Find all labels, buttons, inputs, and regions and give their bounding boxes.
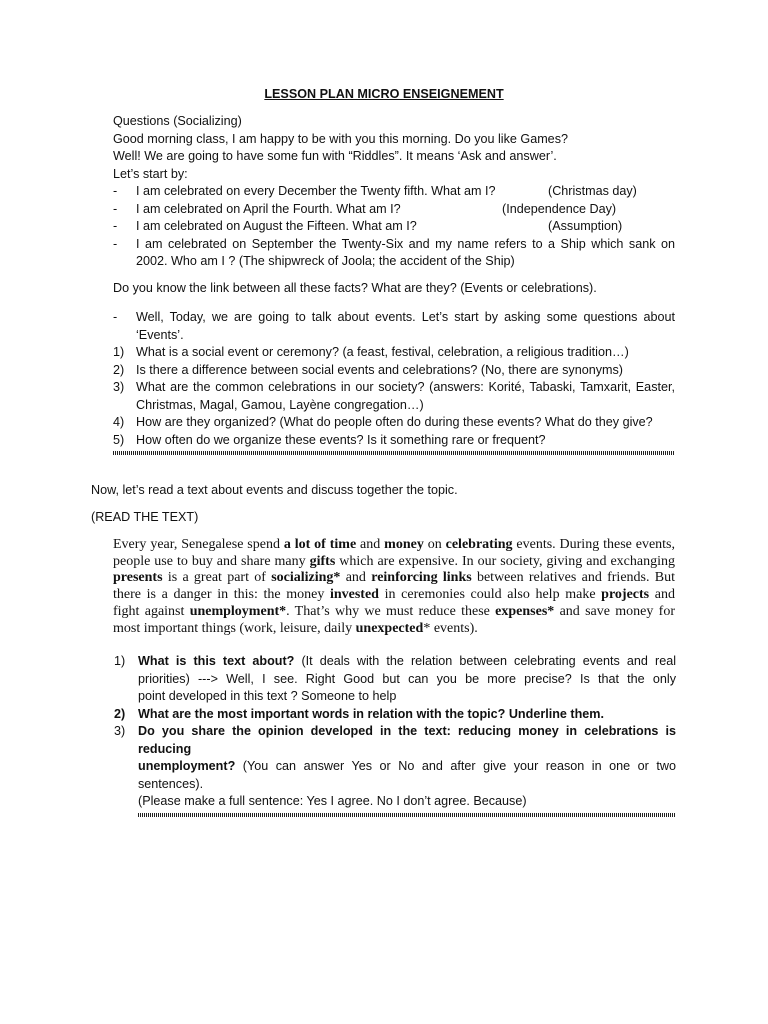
list-number: 1) <box>114 654 126 668</box>
list-number: 1) <box>113 345 125 359</box>
question-text: priorities) ---> Well, I see. Right Good but can you be more precise? Is that the only <box>138 671 676 686</box>
list-dash: - <box>113 201 118 216</box>
key-word: celebrating <box>445 537 513 552</box>
riddle-item <box>113 218 675 236</box>
question-line <box>138 688 676 706</box>
reading-line <box>113 537 675 554</box>
text-run: in ceremonies could also help make <box>378 587 602 603</box>
question-text: (It deals with the relation between celebrating events and real <box>294 654 676 668</box>
intro-heading: Questions (Socializing) <box>113 114 242 128</box>
text-run: . That’s why we must reduce these <box>286 603 496 619</box>
text-run: and <box>649 587 675 603</box>
key-word: unexpected <box>355 620 424 636</box>
list-item <box>114 653 676 706</box>
event-question: Is there a difference between social events and celebrations? (No, there are synonyms) <box>136 362 623 377</box>
question-bold-text: Do you share the opinion developed in the text: reducing money in celebrations is reducing <box>138 724 676 756</box>
text-run: events. During these events, <box>512 537 676 552</box>
text-run: and <box>356 537 385 552</box>
question-line <box>138 758 676 776</box>
text-run: people use to buy and share many <box>113 553 310 569</box>
intro-start: Let’s start by: <box>113 166 188 181</box>
events-lead-line: Well, Today, we are going to talk about events. Let’s start by asking some questions about <box>136 310 675 324</box>
riddle-question: I am celebrated on April the Fourth. What am I? <box>136 201 401 216</box>
key-word: gifts <box>309 553 336 569</box>
question-line <box>138 793 676 811</box>
text-run: * events). <box>423 620 478 636</box>
riddle-answer: (Independence Day) <box>502 201 617 216</box>
intro-greeting: Good morning class, I am happy to be with you this morning. Do you like Games? <box>113 131 568 146</box>
question-bold-text: What is this text about? <box>138 654 295 668</box>
question-line <box>138 671 676 689</box>
dotted-rule <box>138 813 676 817</box>
list-item <box>113 362 675 380</box>
question-text: point developed in this text ? Someone to help <box>138 689 397 703</box>
list-item <box>114 723 676 811</box>
list-item <box>113 344 675 362</box>
list-number: 3) <box>114 724 126 738</box>
key-word: socializing* <box>271 570 341 586</box>
list-dash: - <box>113 310 118 324</box>
list-number: 3) <box>113 380 125 394</box>
question-bold-text: unemployment? <box>138 759 236 773</box>
riddle-question-continued: 2002. Who am I ? (The shipwreck of Joola; the accident of the Ship) <box>136 254 515 268</box>
reading-line <box>113 621 675 638</box>
event-question: How often do we organize these events? Is it something rare or frequent? <box>136 432 546 447</box>
text-run: and <box>340 570 372 586</box>
text-run: fight against <box>113 603 190 619</box>
reading-line <box>113 604 675 621</box>
question-bold-text: What are the most important words in relation with the topic? Underline them. <box>138 706 604 721</box>
text-run: and save money for <box>554 603 675 619</box>
list-dash: - <box>113 236 118 251</box>
text-run: there is a danger in this: the money <box>113 587 330 603</box>
events-section <box>113 309 675 455</box>
list-number: 2) <box>114 706 126 721</box>
link-question: Do you know the link between all these facts? What are they? (Events or celebrations). <box>113 280 597 295</box>
event-question-continued: Christmas, Magal, Gamou, Layène congregation…) <box>136 397 424 412</box>
key-word: unemployment* <box>189 603 287 619</box>
event-question: How are they organized? (What do people often do during these events? What do they give? <box>136 415 653 429</box>
question-line <box>138 723 676 758</box>
reading-line <box>113 587 675 604</box>
list-item <box>113 379 675 414</box>
comprehension-section <box>114 653 676 817</box>
events-lead <box>113 309 675 344</box>
list-number: 2) <box>113 362 125 377</box>
reading-instruction: (READ THE TEXT) <box>91 509 199 524</box>
event-question: What is a social event or ceremony? (a feast, festival, celebration, a religious tradition…) <box>136 345 629 359</box>
riddle-answer: (Assumption) <box>548 219 623 233</box>
event-question: What are the common celebrations in our society? (answers: Korité, Tabaski, Tamxarit, Easter, <box>136 380 675 394</box>
intro-section <box>113 113 675 297</box>
text-run: is a great part of <box>162 570 272 586</box>
reading-line <box>113 570 675 587</box>
question-text: (You can answer Yes or No and after give your reason in one or two <box>235 759 676 773</box>
riddle-item <box>113 236 675 271</box>
key-word: invested <box>329 587 379 603</box>
riddle-item <box>113 183 675 201</box>
question-text: (Please make a full sentence: Yes I agree. No I don’t agree. Because) <box>138 794 527 808</box>
reading-intro-text: Now, let’s read a text about events and discuss together the topic. <box>91 483 458 497</box>
riddle-item <box>113 201 675 219</box>
key-word: projects <box>601 587 650 603</box>
key-word: a lot of time <box>283 537 357 552</box>
list-number: 4) <box>113 415 125 429</box>
key-word: presents <box>113 570 163 586</box>
question-line <box>138 776 676 794</box>
riddle-question: I am celebrated on September the Twenty-Six and my name refers to a Ship which sank on <box>136 236 675 251</box>
riddle-question: I am celebrated on every December the Twenty fifth. What am I? <box>136 184 496 198</box>
list-item <box>114 706 676 724</box>
reading-intro <box>91 482 691 526</box>
intro-riddles: Well! We are going to have some fun with “Riddles”. It means ‘Ask and answer’. <box>113 149 557 163</box>
key-word: money <box>384 537 424 552</box>
riddle-answer: (Christmas day) <box>548 184 637 198</box>
question-line <box>138 706 676 724</box>
question-line <box>138 653 676 671</box>
text-run: between relatives and friends. But <box>471 570 675 586</box>
key-word: reinforcing links <box>371 570 472 586</box>
question-text: sentences). <box>138 776 204 791</box>
page-title: LESSON PLAN MICRO ENSEIGNEMENT <box>264 87 504 101</box>
dotted-rule <box>113 451 675 455</box>
list-item <box>113 432 675 450</box>
reading-text <box>113 537 675 637</box>
text-run: Every year, Senegalese spend <box>113 537 284 552</box>
text-run: on <box>423 537 446 552</box>
list-dash: - <box>113 219 118 233</box>
text-run: which are expensive. In our society, giving and exchanging <box>335 553 675 569</box>
key-word: expenses* <box>495 603 555 619</box>
list-number: 5) <box>113 432 125 447</box>
list-dash: - <box>113 184 118 198</box>
events-lead-line: ‘Events’. <box>136 327 184 342</box>
text-run: most important things (work, leisure, daily <box>113 620 356 636</box>
reading-line <box>113 554 675 571</box>
riddle-question: I am celebrated on August the Fifteen. What am I? <box>136 219 417 233</box>
list-item <box>113 414 675 432</box>
